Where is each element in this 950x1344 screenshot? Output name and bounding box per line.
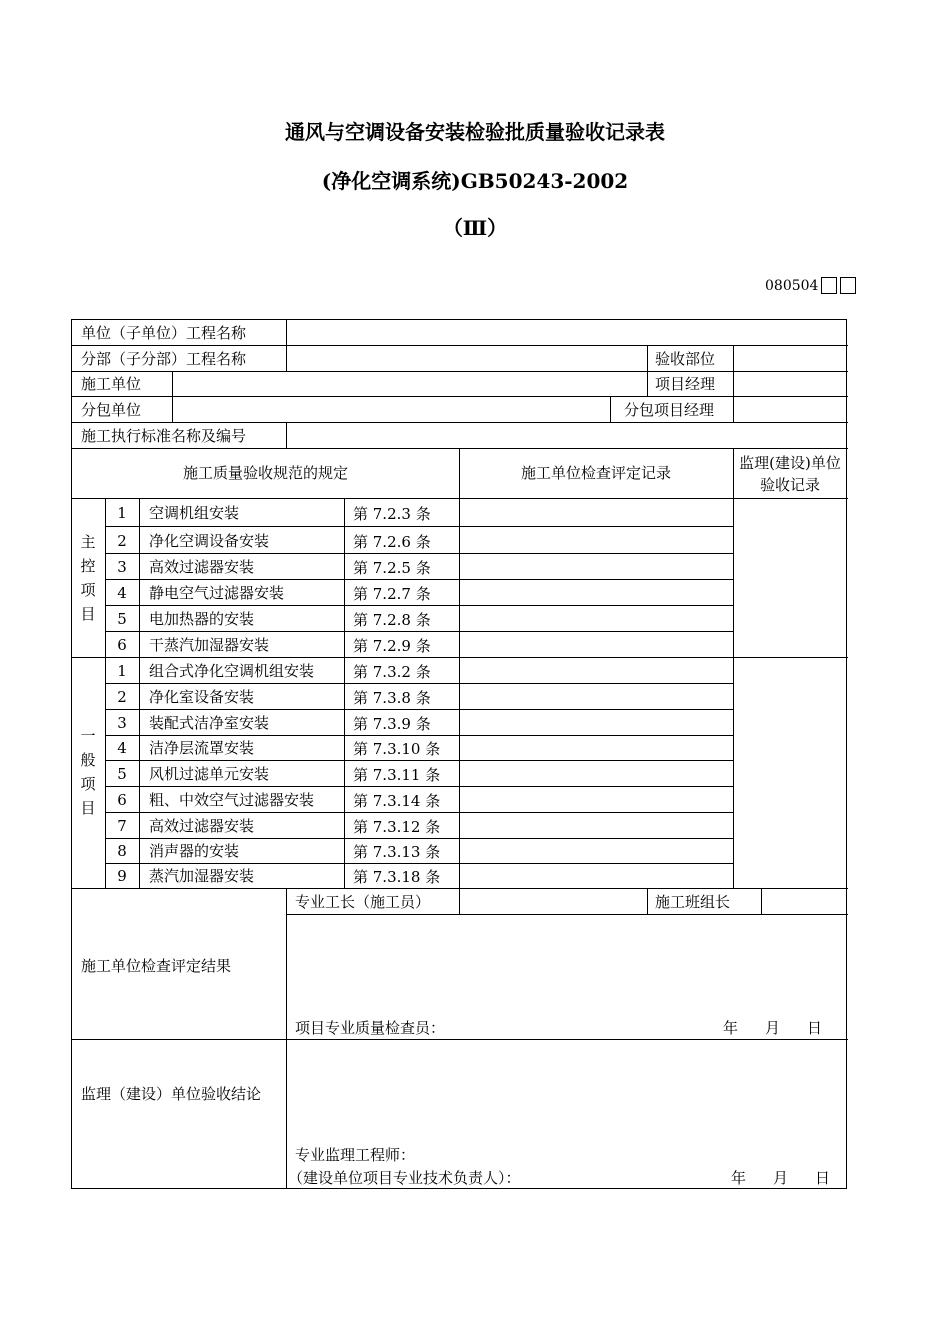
result-label: 施工单位检查评定结果 bbox=[81, 957, 232, 975]
subcontract-manager-field[interactable] bbox=[734, 397, 847, 421]
item-name: 空调机组安装 bbox=[149, 504, 240, 522]
item-number: 3 bbox=[117, 558, 127, 576]
item-name: 粗、中效空气过滤器安装 bbox=[149, 791, 315, 809]
team-leader-label: 施工班组长 bbox=[655, 893, 731, 911]
foreman-field[interactable] bbox=[460, 889, 646, 913]
unit-project-field[interactable] bbox=[287, 321, 847, 344]
item-number: 4 bbox=[117, 584, 127, 602]
item-name: 干蒸汽加湿器安装 bbox=[149, 636, 270, 654]
construction-unit-field[interactable] bbox=[173, 372, 646, 395]
item-clause: 第 7.2.6 条 bbox=[353, 533, 431, 551]
item-number: 5 bbox=[117, 610, 127, 628]
item-number: 8 bbox=[117, 842, 127, 860]
result-year: 年 bbox=[723, 1019, 739, 1037]
item-name: 蒸汽加湿器安装 bbox=[149, 867, 255, 885]
conclusion-year: 年 bbox=[731, 1169, 747, 1187]
main-items-label: 主控项目 bbox=[80, 533, 96, 623]
item-number: 1 bbox=[117, 504, 127, 522]
form-code bbox=[765, 277, 856, 294]
form-title: 通风与空调设备安装检验批质量验收记录表 bbox=[285, 120, 665, 144]
owner-rep-label: （建设单位项目专业技术负责人）： bbox=[288, 1169, 521, 1187]
sub-project-label: 分部（子分部）工程名称 bbox=[81, 350, 247, 368]
item-number: 4 bbox=[117, 739, 127, 757]
subcontract-unit-field[interactable] bbox=[173, 397, 609, 421]
acceptance-part-label: 验收部位 bbox=[655, 350, 716, 368]
inspector-label: 项目专业质量检查员： bbox=[295, 1019, 446, 1037]
general-items-label: 一般项目 bbox=[80, 727, 96, 817]
item-clause: 第 7.3.18 条 bbox=[353, 868, 441, 886]
item-clause: 第 7.2.3 条 bbox=[353, 505, 431, 523]
item-number: 6 bbox=[117, 636, 127, 654]
item-clause: 第 7.2.9 条 bbox=[353, 637, 431, 655]
standard-label: 施工执行标准名称及编号 bbox=[81, 427, 247, 445]
item-name: 净化室设备安装 bbox=[149, 688, 255, 706]
item-number: 5 bbox=[117, 765, 127, 783]
item-name: 静电空气过滤器安装 bbox=[149, 584, 285, 602]
code-box-1[interactable] bbox=[821, 277, 837, 294]
conclusion-month: 月 bbox=[773, 1169, 789, 1187]
item-clause: 第 7.3.13 条 bbox=[353, 843, 441, 861]
conclusion-day: 日 bbox=[815, 1169, 831, 1187]
item-name: 洁净层流罩安装 bbox=[149, 739, 255, 757]
item-clause: 第 7.3.11 条 bbox=[353, 766, 441, 784]
project-manager-label: 项目经理 bbox=[655, 375, 716, 393]
foreman-label: 专业工长（施工员） bbox=[295, 893, 431, 911]
item-number: 1 bbox=[117, 662, 127, 680]
item-clause: 第 7.2.8 条 bbox=[353, 611, 431, 629]
item-number: 7 bbox=[117, 817, 127, 835]
item-clause: 第 7.2.5 条 bbox=[353, 559, 431, 577]
item-name: 风机过滤单元安装 bbox=[149, 765, 270, 783]
item-number: 2 bbox=[117, 688, 127, 706]
acceptance-form bbox=[71, 319, 847, 1189]
result-day: 日 bbox=[807, 1019, 823, 1037]
item-name: 电加热器的安装 bbox=[149, 610, 255, 628]
item-clause: 第 7.3.2 条 bbox=[353, 663, 431, 681]
sub-project-field[interactable] bbox=[287, 346, 646, 370]
item-clause: 第 7.3.8 条 bbox=[353, 689, 431, 707]
check-column-header: 施工单位检查评定记录 bbox=[520, 464, 671, 482]
item-number: 9 bbox=[117, 867, 127, 885]
item-clause: 第 7.3.10 条 bbox=[353, 740, 441, 758]
engineer-label: 专业监理工程师： bbox=[295, 1146, 416, 1164]
project-manager-field[interactable] bbox=[734, 372, 847, 395]
spec-column-header: 施工质量验收规范的规定 bbox=[182, 464, 348, 482]
form-subtitle: (净化空调系统)GB50243-2002 bbox=[321, 169, 629, 193]
subcontract-manager-label: 分包项目经理 bbox=[624, 401, 715, 419]
item-name: 高效过滤器安装 bbox=[149, 558, 255, 576]
standard-field[interactable] bbox=[287, 423, 847, 447]
item-clause: 第 7.3.9 条 bbox=[353, 715, 431, 733]
code-box-2[interactable] bbox=[840, 277, 856, 294]
item-number: 3 bbox=[117, 714, 127, 732]
item-number: 2 bbox=[117, 532, 127, 550]
item-name: 组合式净化空调机组安装 bbox=[149, 662, 315, 680]
result-month: 月 bbox=[765, 1019, 781, 1037]
form-code-number: 080504 bbox=[765, 277, 819, 294]
form-part: （Ⅲ） bbox=[442, 216, 508, 240]
item-name: 装配式洁净室安装 bbox=[149, 714, 270, 732]
acceptance-part-field[interactable] bbox=[734, 346, 847, 370]
conclusion-label: 监理（建设）单位验收结论 bbox=[81, 1085, 262, 1103]
supervision-column-header: 监理(建设)单位验收记录 bbox=[739, 454, 841, 494]
item-clause: 第 7.3.12 条 bbox=[353, 818, 441, 836]
item-clause: 第 7.3.14 条 bbox=[353, 792, 441, 810]
construction-unit-label: 施工单位 bbox=[81, 375, 142, 393]
team-leader-field[interactable] bbox=[762, 889, 847, 913]
subcontract-unit-label: 分包单位 bbox=[81, 401, 142, 419]
item-name: 高效过滤器安装 bbox=[149, 817, 255, 835]
item-name: 净化空调设备安装 bbox=[149, 532, 270, 550]
item-number: 6 bbox=[117, 791, 127, 809]
item-name: 消声器的安装 bbox=[149, 842, 240, 860]
item-clause: 第 7.2.7 条 bbox=[353, 585, 431, 603]
unit-project-label: 单位（子单位）工程名称 bbox=[81, 324, 247, 342]
